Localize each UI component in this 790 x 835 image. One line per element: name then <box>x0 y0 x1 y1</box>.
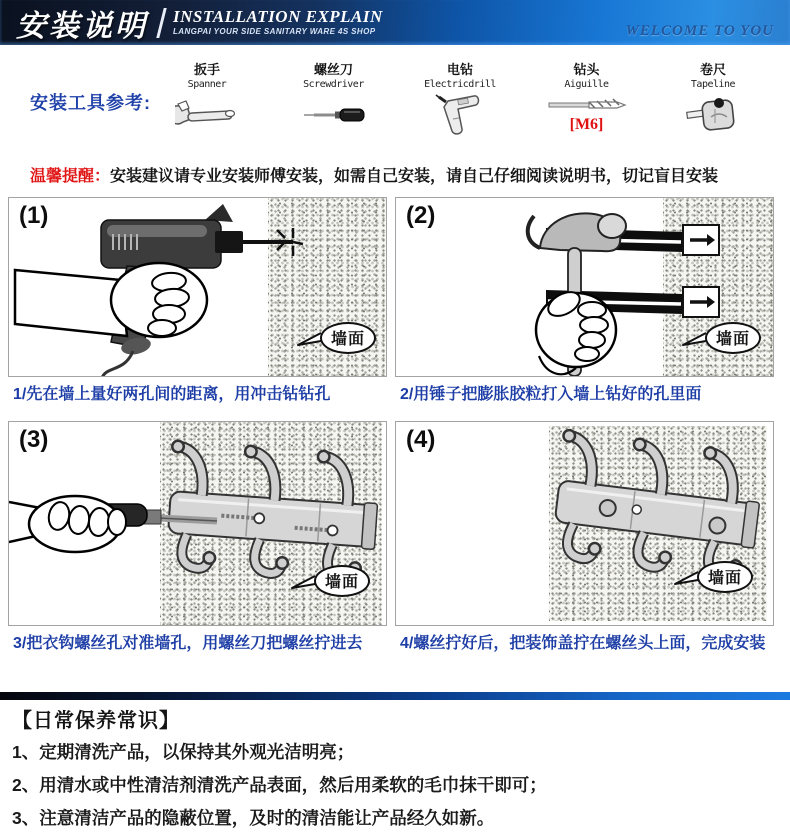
tools-section <box>0 59 790 159</box>
installation-steps <box>0 197 790 670</box>
maintenance-item-2: 2、用清水或中性清洁剂清洗产品表面，然后用柔软的毛巾抹干即可； <box>12 775 547 795</box>
step-2-panel <box>395 197 774 377</box>
header-subtitle-en: LANGPAI YOUR SIDE SANITARY WARE 4S SHOP <box>173 27 376 37</box>
tool-name-en: Electricdrill <box>424 79 496 90</box>
wall-label-bubble <box>296 322 376 354</box>
welcome-text: WELCOME TO YOU <box>625 23 774 39</box>
step-2-caption: 2/用锤子把膨胀胶粒打入墙上钻好的孔里面 <box>400 386 702 403</box>
tool-name-zh: 螺丝刀 <box>313 62 353 77</box>
wall-label-bubble <box>290 565 370 597</box>
maintenance-item-3: 3、注意清洁产品的隐蔽位置，及时的清洁能让产品经久如新。 <box>12 808 495 828</box>
wall-label-bubble <box>673 561 753 593</box>
step-1-caption: 1/先在墙上量好两孔间的距离，用冲击钻钻孔 <box>13 386 331 403</box>
section-divider-bar <box>0 692 790 700</box>
header-title-en: INSTALLATION EXPLAIN <box>173 7 383 27</box>
step-1-panel <box>8 197 387 377</box>
tool-drill-bit <box>528 59 646 136</box>
step-number: (2) <box>406 202 436 229</box>
tool-spanner <box>148 59 266 136</box>
step-number: (1) <box>19 202 49 229</box>
step-1 <box>8 197 387 421</box>
screwdriver-icon <box>275 94 393 136</box>
drill-icon <box>401 94 519 136</box>
drill-bit-size-note: [M6] <box>569 116 604 133</box>
bubble-text: 墙面 <box>314 565 370 597</box>
maintenance-item-1: 1、定期清洗产品，以保持其外观光洁明亮； <box>12 742 355 762</box>
step-number: (3) <box>19 426 49 453</box>
steps-row-1 <box>8 197 782 421</box>
page-header <box>0 0 790 45</box>
bubble-text: 墙面 <box>320 322 376 354</box>
bubble-tail <box>681 328 707 348</box>
steps-row-2 <box>8 421 782 670</box>
bubble-tail <box>290 571 316 591</box>
bubble-text: 墙面 <box>697 561 753 593</box>
tape-measure-icon <box>654 94 772 136</box>
bubble-text: 墙面 <box>705 322 761 354</box>
header-english-block <box>173 8 383 36</box>
bubble-tail <box>296 328 322 348</box>
header-divider <box>156 8 166 38</box>
step-number: (4) <box>406 426 436 453</box>
step-3-panel <box>8 421 387 626</box>
maintenance-section <box>0 700 790 835</box>
maintenance-title: 【日常保养常识】 <box>12 710 180 732</box>
step-4-panel <box>395 421 774 626</box>
tool-name-zh: 卷尺 <box>699 62 726 77</box>
tool-screwdriver <box>275 59 393 136</box>
tools-section-label: 安装工具参考: <box>30 93 151 113</box>
reminder-label: 温馨提醒： <box>30 168 111 185</box>
reminder-text: 安装建议请专业安装师傅安装，如需自己安装，请自己仔细阅读说明书，切记盲目安装 <box>110 168 719 185</box>
wrench-icon <box>148 94 266 136</box>
step-3-caption: 3/把衣钩螺丝孔对准墙孔，用螺丝刀把螺丝拧进去 <box>13 635 363 652</box>
tool-name-zh: 扳手 <box>193 62 220 77</box>
step-4 <box>395 421 774 670</box>
tool-name-zh: 钻头 <box>573 62 600 77</box>
tool-tapeline <box>654 59 772 136</box>
tools-row <box>148 59 772 136</box>
tool-name-en: Spanner <box>187 79 227 90</box>
wall-label-bubble <box>681 322 761 354</box>
step-3 <box>8 421 387 670</box>
warm-reminder <box>30 165 790 189</box>
finished-hook-illustration <box>396 422 773 625</box>
bubble-tail <box>673 567 699 587</box>
tool-name-en: Aiguille <box>564 79 609 90</box>
tool-name-en: Tapeline <box>690 79 736 90</box>
tool-name-en: Screwdriver <box>303 79 364 90</box>
page-title: 安装说明 <box>16 9 148 43</box>
step-4-caption: 4/螺丝拧好后，把装饰盖拧在螺丝头上面，完成安装 <box>400 635 766 652</box>
drill-bit-icon <box>528 94 646 116</box>
tool-name-zh: 电钻 <box>446 62 473 77</box>
tool-electricdrill <box>401 59 519 136</box>
step-2 <box>395 197 774 421</box>
